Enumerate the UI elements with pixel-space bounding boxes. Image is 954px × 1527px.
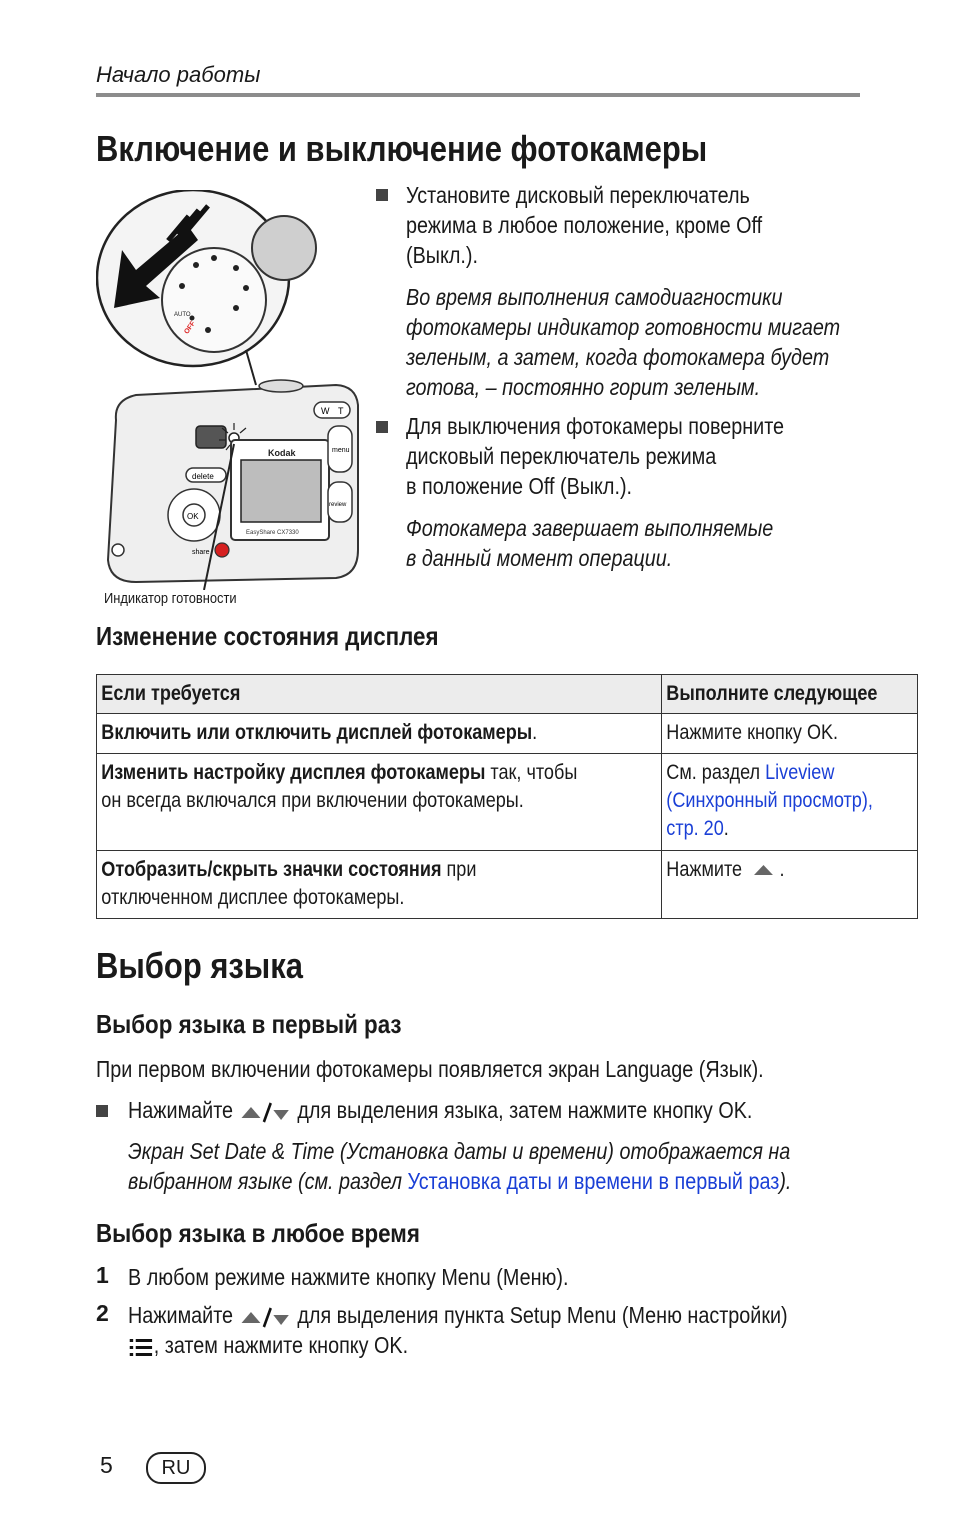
- shutter-button-zoomed: [252, 216, 316, 280]
- display-table: [96, 674, 918, 919]
- any-time-title: Выбор языка в любое время: [96, 1218, 420, 1248]
- up-down-arrows-icon: [239, 1306, 292, 1328]
- bullet-marker: [96, 1105, 108, 1117]
- page-title: Включение и выключение фотокамеры: [96, 128, 708, 169]
- bullet-text-1: Установите дисковый переключатель режима в любое положение, кроме Off (Выкл.).: [406, 182, 763, 268]
- zoom-w-label: W: [321, 406, 330, 416]
- ok-label: OK: [187, 512, 199, 521]
- liveview-link-line2[interactable]: (Синхронный просмотр),: [665, 789, 873, 812]
- up-down-arrows-icon: [239, 1101, 292, 1123]
- model-label: EasyShare CX7330: [246, 530, 299, 536]
- running-header: Начало работы: [96, 62, 261, 87]
- dial-auto-label: AUTO: [174, 312, 191, 318]
- menu-label: menu: [332, 447, 350, 454]
- zoom-button: [314, 402, 350, 418]
- language-section-title: Выбор языка: [96, 945, 303, 986]
- share-button: [215, 543, 229, 557]
- table-row: Включить или отключить дисплей фотокамеры. Нажмите кнопку OK.: [97, 714, 918, 754]
- first-time-intro: При первом включении фотокамеры появляется экран Language (Язык).: [96, 1056, 764, 1082]
- note-text-1: Во время выполнения самодиагностики фотокамеры индикатор готовности мигает зеленым, а затем, когда фотокамера будет готова, – постоянно горит зеленым.: [406, 284, 841, 400]
- lcd-screen: [241, 460, 321, 522]
- header-rule: [96, 93, 860, 97]
- zoom-t-label: T: [338, 406, 344, 416]
- review-label: review: [329, 502, 347, 508]
- camera-mode-dial: [259, 380, 303, 392]
- step-text: В любом режиме нажмите кнопку Menu (Меню).: [128, 1264, 569, 1290]
- setup-menu-icon: [128, 1337, 154, 1357]
- camera-illustration: [96, 190, 366, 590]
- brand-label: Kodak: [268, 448, 296, 458]
- display-section-title: Изменение состояния дисплея: [96, 621, 439, 651]
- table-row: Изменить настройку дисплея фотокамеры так, чтобы он всегда включался при включении фотокамеры. См. раздел Liveview (Синхронный просмотр), стр. 20.: [97, 754, 918, 851]
- delete-label: delete: [192, 472, 214, 481]
- first-time-bullet: Нажимайте для выделения языка, затем нажмите кнопку OK.: [128, 1097, 753, 1123]
- language-badge: RU: [146, 1452, 206, 1484]
- camera-drawing: [96, 190, 366, 590]
- viewfinder: [196, 426, 226, 448]
- page-ref-link[interactable]: стр. 20: [665, 817, 724, 840]
- share-label: share: [192, 549, 210, 556]
- figure-caption: Индикатор готовности: [104, 590, 237, 607]
- first-time-title: Выбор языка в первый раз: [96, 1009, 402, 1039]
- bullet-text-2: Для выключения фотокамеры поверните дисковый переключатель режима в положение Off (Выкл.).: [406, 413, 785, 499]
- table-header-row: [97, 675, 918, 714]
- table-header-do: Выполните следующее: [665, 682, 877, 705]
- mode-dial-zoomed: [162, 248, 266, 352]
- bullet-marker: [376, 421, 388, 433]
- bullet-marker: [376, 189, 388, 201]
- table-row: Отобразить/скрыть значки состояния при отключенном дисплее фотокамеры. Нажмите .: [97, 851, 918, 919]
- dial-off-label: OFF: [183, 320, 198, 336]
- step-number: 1: [96, 1262, 109, 1288]
- up-arrow-icon: [752, 863, 774, 877]
- step-text: Нажимайте для выделения пункта Setup Menu (Меню настройки) , затем нажмите кнопку OK.: [128, 1302, 788, 1358]
- page-number: 5: [100, 1452, 113, 1478]
- step-number: 2: [96, 1300, 109, 1326]
- note-text-2: Фотокамера завершает выполняемые в данный момент операции.: [406, 515, 774, 571]
- liveview-link[interactable]: Liveview: [764, 761, 834, 784]
- set-date-link[interactable]: Установка даты и времени в первый раз: [407, 1168, 780, 1194]
- first-time-note: Экран Set Date & Time (Установка даты и времени) отображается на выбранном языке (см. раздел Установка даты и времени в первый раз).: [128, 1138, 792, 1194]
- table-header-want: Если требуется: [101, 682, 241, 705]
